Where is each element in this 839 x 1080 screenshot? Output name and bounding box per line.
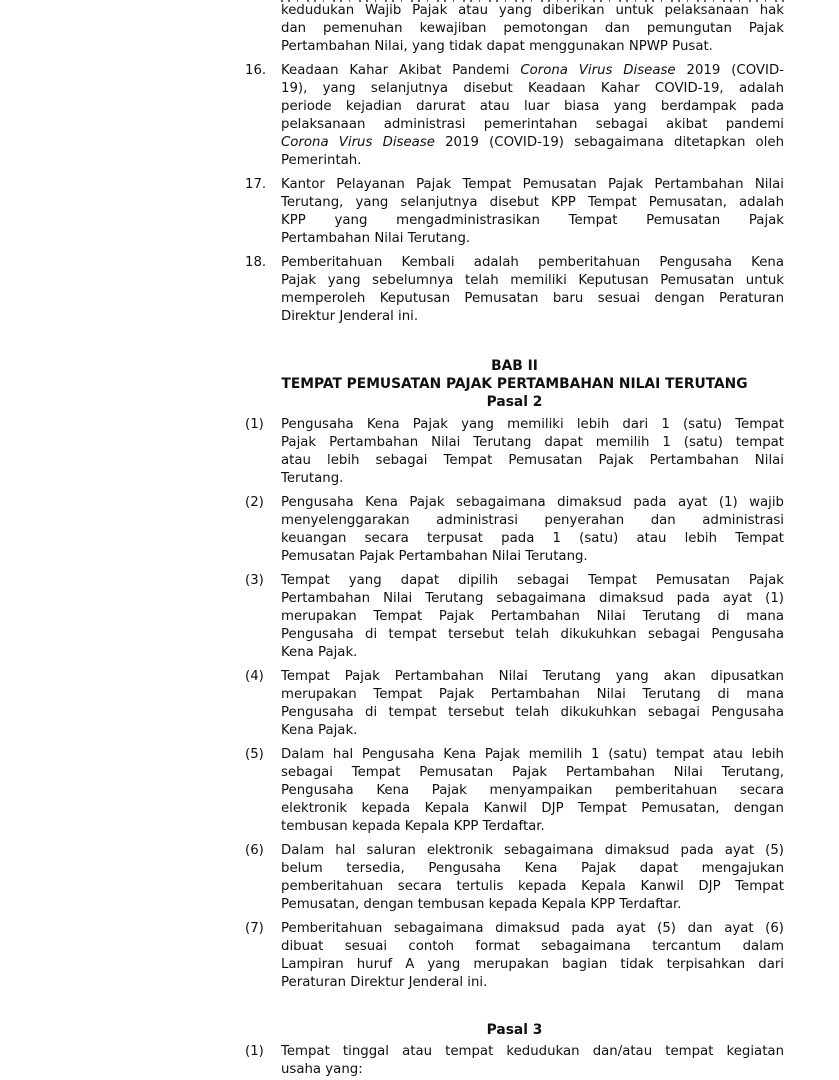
item-number: 16. bbox=[245, 63, 267, 78]
item-text bbox=[281, 572, 784, 662]
text-line: Pertambahan Nilai Terutang. bbox=[281, 231, 471, 246]
text-line: pemberitahuan secara tertulis kepada Kepala Kanwil DJP Tempat bbox=[281, 879, 784, 894]
pasal3-heading-block bbox=[245, 1021, 784, 1039]
text-line: Pengusaha Kena Pajak sebagaimana dimaksud pada ayat (1) wajib bbox=[281, 495, 784, 510]
text-line: Pengusaha di tempat tersebut telah dikukuhkan sebagai Pengusaha bbox=[281, 627, 784, 642]
text-line: Pemusatan, dengan tembusan kepada Kepala KPP Terdaftar. bbox=[281, 897, 682, 912]
text-line: atau lebih sebagai Tempat Pemusatan Pajak Pertambahan Nilai bbox=[281, 453, 784, 468]
text-line: Lampiran huruf A yang merupakan bagian tidak terpisahkan dari bbox=[281, 957, 784, 972]
list-item bbox=[245, 842, 784, 914]
item-number: 17. bbox=[245, 177, 267, 192]
bab-label: BAB II bbox=[491, 358, 538, 374]
item-text bbox=[281, 920, 784, 992]
list-item bbox=[245, 668, 784, 740]
list-item bbox=[245, 62, 784, 170]
item-text bbox=[281, 746, 784, 836]
text-line: Kantor Pelayanan Pajak Tempat Pemusatan Pajak Pertambahan Nilai bbox=[281, 177, 784, 192]
text-line: memperoleh Keputusan Pemusatan baru sesuai dengan Peraturan bbox=[281, 291, 784, 306]
item-number: (5) bbox=[245, 747, 264, 762]
text-line: Peraturan Direktur Jenderal ini. bbox=[281, 975, 488, 990]
text-line: Dalam hal saluran elektronik sebagaimana dimaksud pada ayat (5) bbox=[281, 843, 784, 858]
text-line: KPP yang mengadministrasikan Tempat Pemusatan Pajak bbox=[281, 213, 784, 228]
text-line: Kena Pajak. bbox=[281, 645, 358, 660]
text-line: Corona Virus Disease 2019 (COVID-19) sebagaimana ditetapkan oleh bbox=[281, 135, 784, 150]
text-line: Pengusaha Kena Pajak yang memiliki lebih dari 1 (satu) Tempat bbox=[281, 417, 784, 432]
text-line: Pemerintah. bbox=[281, 153, 362, 168]
text-line: Pengusaha Kena Pajak menyampaikan pemberitahuan secara bbox=[281, 783, 784, 798]
item-text bbox=[281, 2, 784, 56]
list-item bbox=[245, 746, 784, 836]
item-number: (6) bbox=[245, 843, 264, 858]
item-number: (3) bbox=[245, 573, 264, 588]
item-number: (7) bbox=[245, 921, 264, 936]
text-line: Dalam hal Pengusaha Kena Pajak memilih 1 (satu) tempat atau lebih bbox=[281, 747, 784, 762]
pasal3-ayat-list bbox=[245, 1043, 784, 1079]
list-item bbox=[245, 176, 784, 248]
item-text bbox=[281, 254, 784, 326]
text-line: Tempat tinggal atau tempat kedudukan dan/atau tempat kegiatan bbox=[281, 1044, 784, 1059]
list-item bbox=[245, 920, 784, 992]
item-number bbox=[245, 2, 281, 56]
text-line: menyelenggarakan administrasi penyerahan dan administrasi bbox=[281, 513, 784, 528]
item-text bbox=[281, 176, 784, 248]
text-line: Terutang, yang selanjutnya disebut KPP Tempat Pemusatan, adalah bbox=[281, 195, 784, 210]
item-number: 18. bbox=[245, 255, 267, 270]
list-item bbox=[245, 572, 784, 662]
item-text bbox=[281, 668, 784, 740]
item-number: (4) bbox=[245, 669, 264, 684]
pasal3-heading: Pasal 3 bbox=[486, 1022, 543, 1038]
text-line: Pemusatan Pajak Pertambahan Nilai Terutang. bbox=[281, 549, 588, 564]
item-number: (1) bbox=[245, 1044, 264, 1059]
text-line: Tempat yang dapat dipilih sebagai Tempat Pemusatan Pajak bbox=[281, 573, 784, 588]
text-line: 19), yang selanjutnya disebut Keadaan Kahar COVID-19, adalah bbox=[281, 81, 784, 96]
item-text bbox=[281, 494, 784, 566]
clipped-previous-line-fragment bbox=[281, 0, 784, 2]
text-line: belum tersedia, Pengusaha Kena Pajak dapat mengajukan bbox=[281, 861, 784, 876]
text-line: sebagai Tempat Pemusatan Pajak Pertambahan Nilai Terutang, bbox=[281, 765, 784, 780]
text-line: merupakan Tempat Pajak Pertambahan Nilai Terutang di mana bbox=[281, 609, 784, 624]
text-line: Terutang. bbox=[281, 471, 344, 486]
text-line: keuangan secara terpusat pada 1 (satu) atau lebih Tempat bbox=[281, 531, 784, 546]
item-text bbox=[281, 416, 784, 488]
item-text bbox=[281, 842, 784, 914]
text-line: pelaksanaan administrasi pemerintahan sebagai akibat pandemi bbox=[281, 117, 784, 132]
pasal2-heading: Pasal 2 bbox=[486, 394, 543, 410]
text-line: dibuat sesuai contoh format sebagaimana tercantum dalam bbox=[281, 939, 784, 954]
text-line: periode kejadian darurat atau luar biasa yang berdampak pada bbox=[281, 99, 784, 114]
continuation-paragraph bbox=[245, 2, 784, 56]
text-line: Pajak Pertambahan Nilai Terutang dapat memilih 1 (satu) tempat bbox=[281, 435, 784, 450]
text-line: tembusan kepada Kepala KPP Terdaftar. bbox=[281, 819, 545, 834]
bab2-heading-block bbox=[245, 357, 784, 411]
text-line: Pengusaha di tempat tersebut telah dikukuhkan sebagai Pengusaha bbox=[281, 705, 784, 720]
item-number: (2) bbox=[245, 495, 264, 510]
item-number: (1) bbox=[245, 417, 264, 432]
text-line: Tempat Pajak Pertambahan Nilai Terutang yang akan dipusatkan bbox=[281, 669, 784, 684]
list-item bbox=[245, 1043, 784, 1079]
list-item bbox=[245, 2, 784, 56]
item-text bbox=[281, 1043, 784, 1079]
list-item bbox=[245, 494, 784, 566]
text-line: Pertambahan Nilai, yang tidak dapat menggunakan NPWP Pusat. bbox=[281, 39, 713, 54]
text-line: Keadaan Kahar Akibat Pandemi Corona Virus Disease 2019 (COVID- bbox=[281, 63, 784, 78]
text-line: usaha yang: bbox=[281, 1062, 363, 1077]
text-line: Pemberitahuan sebagaimana dimaksud pada ayat (5) dan ayat (6) bbox=[281, 921, 784, 936]
list-item bbox=[245, 254, 784, 326]
text-line: elektronik kepada Kepala Kanwil DJP Tempat Pemusatan, dengan bbox=[281, 801, 784, 816]
text-line: kedudukan Wajib Pajak atau yang diberikan untuk pelaksanaan hak bbox=[281, 3, 784, 18]
text-line: Pajak yang sebelumnya telah memiliki Keputusan Pemusatan untuk bbox=[281, 273, 784, 288]
list-item bbox=[245, 416, 784, 488]
text-line: Direktur Jenderal ini. bbox=[281, 309, 419, 324]
text-line: Pertambahan Nilai Terutang sebagaimana dimaksud pada ayat (1) bbox=[281, 591, 784, 606]
bab-title: TEMPAT PEMUSATAN PAJAK PERTAMBAHAN NILAI TERUTANG bbox=[281, 376, 748, 392]
text-line: Kena Pajak. bbox=[281, 723, 358, 738]
definitions-list bbox=[245, 62, 784, 326]
text-line: merupakan Tempat Pajak Pertambahan Nilai Terutang di mana bbox=[281, 687, 784, 702]
pasal2-ayat-list bbox=[245, 416, 784, 992]
text-line: Pemberitahuan Kembali adalah pemberitahuan Pengusaha Kena bbox=[281, 255, 784, 270]
text-line: dan pemenuhan kewajiban pemotongan dan pemungutan Pajak bbox=[281, 21, 784, 36]
item-text bbox=[281, 62, 784, 170]
